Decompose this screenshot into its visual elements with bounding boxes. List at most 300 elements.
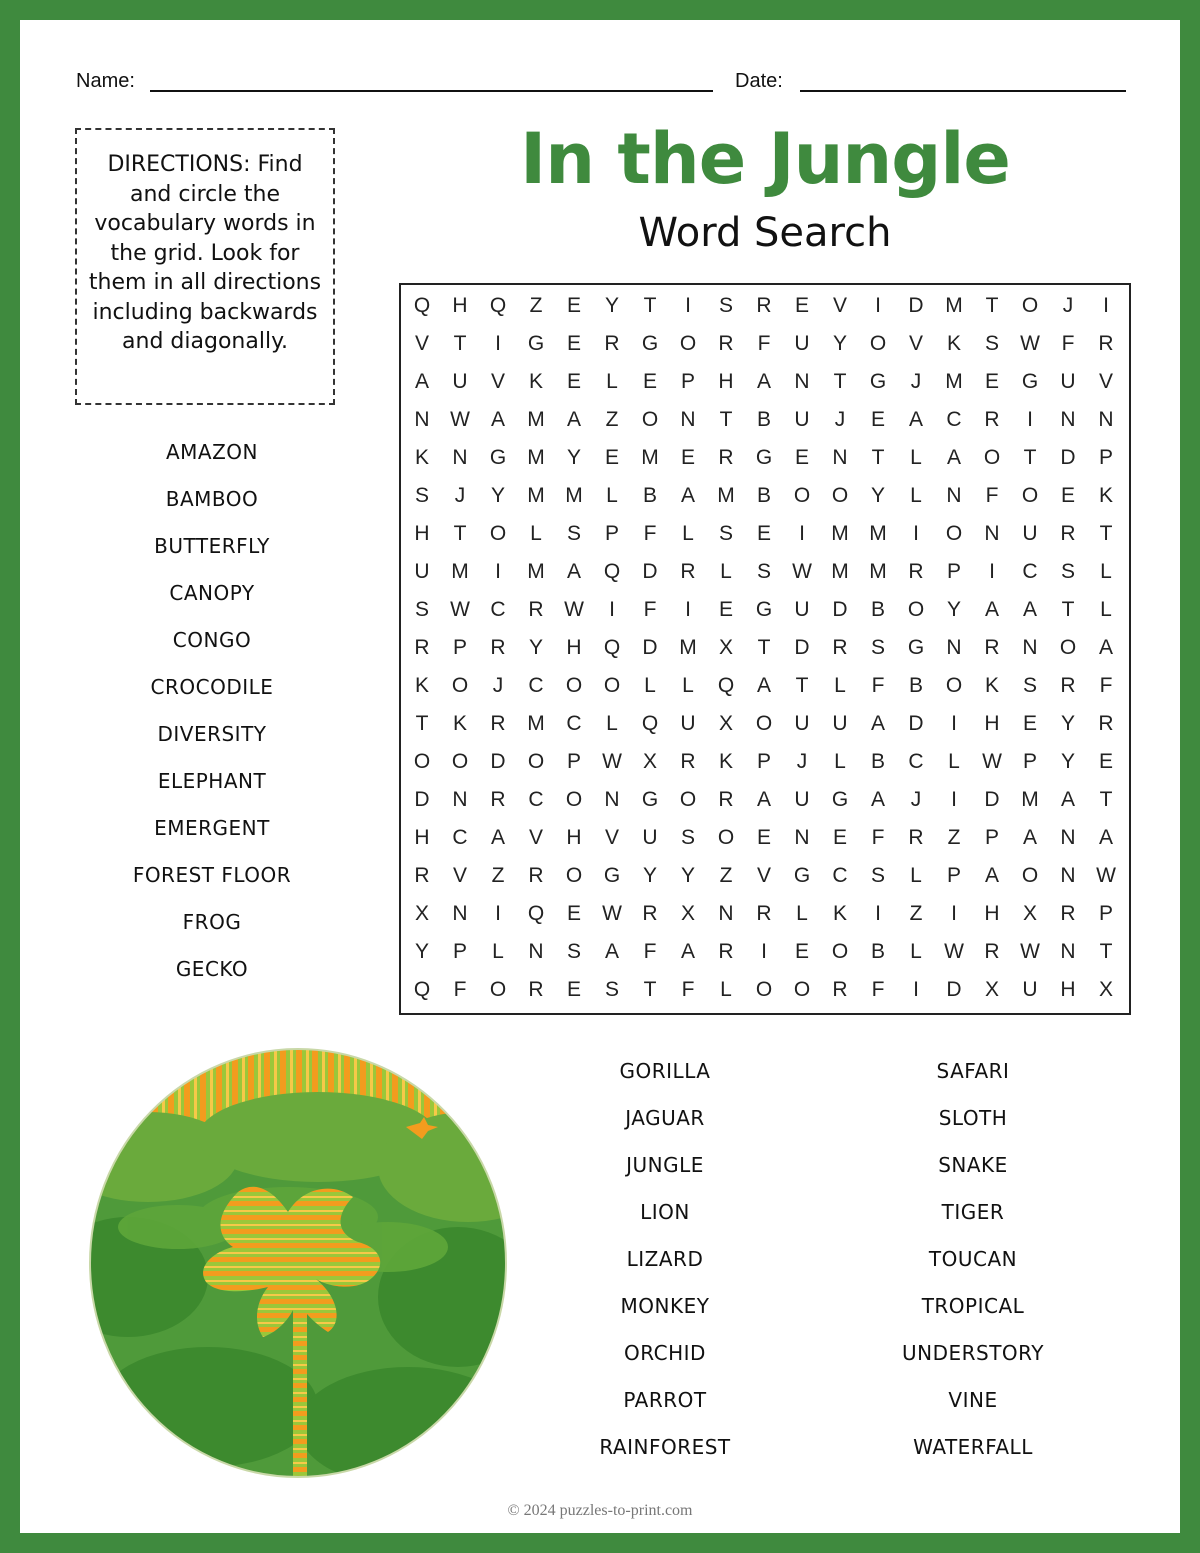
grid-letter[interactable]: R: [908, 560, 924, 583]
grid-letter[interactable]: I: [761, 940, 767, 963]
grid-letter[interactable]: B: [642, 484, 657, 507]
grid-letter[interactable]: W: [982, 750, 1002, 773]
grid-letter[interactable]: O: [1059, 636, 1077, 659]
grid-letter[interactable]: E: [756, 522, 771, 545]
grid-letter[interactable]: E: [566, 902, 581, 925]
grid-letter[interactable]: R: [718, 332, 734, 355]
grid-letter[interactable]: V: [528, 826, 543, 849]
grid-letter[interactable]: E: [566, 294, 581, 317]
grid-letter[interactable]: P: [452, 636, 467, 659]
grid-letter[interactable]: K: [414, 446, 429, 469]
grid-letter[interactable]: O: [793, 484, 811, 507]
grid-letter[interactable]: Y: [870, 484, 885, 507]
grid-letter[interactable]: N: [1060, 826, 1076, 849]
grid-letter[interactable]: M: [451, 560, 469, 583]
grid-letter[interactable]: C: [566, 712, 582, 735]
grid-letter[interactable]: H: [984, 712, 1000, 735]
grid-letter[interactable]: B: [870, 598, 885, 621]
grid-letter[interactable]: O: [565, 864, 583, 887]
grid-letter[interactable]: R: [832, 978, 848, 1001]
grid-letter[interactable]: B: [870, 940, 885, 963]
grid-letter[interactable]: E: [794, 940, 809, 963]
grid-letter[interactable]: V: [414, 332, 429, 355]
grid-letter[interactable]: U: [794, 332, 810, 355]
grid-letter[interactable]: P: [1098, 446, 1113, 469]
grid-letter[interactable]: R: [1098, 712, 1114, 735]
grid-letter[interactable]: H: [414, 826, 430, 849]
grid-letter[interactable]: V: [604, 826, 619, 849]
grid-letter[interactable]: X: [680, 902, 695, 925]
grid-letter[interactable]: D: [832, 598, 848, 621]
grid-letter[interactable]: U: [452, 370, 468, 393]
grid-letter[interactable]: R: [718, 446, 734, 469]
grid-letter[interactable]: E: [604, 446, 619, 469]
grid-letter[interactable]: Z: [491, 864, 505, 887]
grid-letter[interactable]: Y: [528, 636, 543, 659]
grid-letter[interactable]: O: [755, 978, 773, 1001]
grid-letter[interactable]: S: [870, 864, 885, 887]
grid-letter[interactable]: M: [527, 484, 545, 507]
grid-letter[interactable]: E: [718, 598, 733, 621]
grid-letter[interactable]: W: [1096, 864, 1116, 887]
grid-letter[interactable]: H: [414, 522, 430, 545]
grid-letter[interactable]: Y: [490, 484, 505, 507]
grid-letter[interactable]: F: [643, 522, 657, 545]
grid-letter[interactable]: S: [870, 636, 885, 659]
grid-letter[interactable]: E: [642, 370, 657, 393]
grid-letter[interactable]: L: [682, 522, 694, 545]
grid-letter[interactable]: N: [414, 408, 430, 431]
grid-letter[interactable]: K: [946, 332, 961, 355]
grid-letter[interactable]: K: [832, 902, 847, 925]
grid-letter[interactable]: O: [983, 446, 1001, 469]
grid-letter[interactable]: I: [1027, 408, 1033, 431]
grid-letter[interactable]: M: [679, 636, 697, 659]
grid-letter[interactable]: Y: [832, 332, 847, 355]
grid-letter[interactable]: O: [1021, 294, 1039, 317]
grid-letter[interactable]: C: [528, 788, 544, 811]
grid-letter[interactable]: S: [414, 598, 429, 621]
grid-letter[interactable]: R: [1098, 332, 1114, 355]
grid-letter[interactable]: G: [793, 864, 811, 887]
grid-letter[interactable]: N: [1098, 408, 1114, 431]
grid-letter[interactable]: E: [870, 408, 885, 431]
grid-letter[interactable]: Q: [641, 712, 659, 735]
grid-letter[interactable]: I: [951, 712, 957, 735]
grid-letter[interactable]: A: [1098, 636, 1113, 659]
grid-letter[interactable]: S: [984, 332, 999, 355]
grid-letter[interactable]: M: [641, 446, 659, 469]
grid-letter[interactable]: P: [756, 750, 771, 773]
grid-letter[interactable]: O: [907, 598, 925, 621]
grid-letter[interactable]: N: [984, 522, 1000, 545]
grid-letter[interactable]: L: [492, 940, 504, 963]
grid-letter[interactable]: M: [831, 522, 849, 545]
grid-letter[interactable]: R: [832, 636, 848, 659]
grid-letter[interactable]: T: [643, 978, 657, 1001]
grid-letter[interactable]: G: [489, 446, 507, 469]
grid-letter[interactable]: O: [1021, 484, 1039, 507]
grid-letter[interactable]: I: [685, 294, 691, 317]
grid-letter[interactable]: U: [414, 560, 430, 583]
grid-letter[interactable]: T: [719, 408, 733, 431]
grid-letter[interactable]: N: [452, 788, 468, 811]
grid-letter[interactable]: L: [948, 750, 960, 773]
grid-letter[interactable]: I: [913, 522, 919, 545]
grid-letter[interactable]: T: [453, 332, 467, 355]
grid-letter[interactable]: G: [755, 446, 773, 469]
grid-letter[interactable]: X: [1098, 978, 1113, 1001]
grid-letter[interactable]: U: [794, 598, 810, 621]
grid-letter[interactable]: Y: [604, 294, 619, 317]
grid-letter[interactable]: A: [756, 788, 771, 811]
grid-letter[interactable]: I: [495, 560, 501, 583]
grid-letter[interactable]: U: [680, 712, 696, 735]
grid-letter[interactable]: H: [718, 370, 734, 393]
grid-letter[interactable]: Q: [489, 294, 507, 317]
grid-letter[interactable]: V: [908, 332, 923, 355]
grid-letter[interactable]: N: [1060, 408, 1076, 431]
grid-letter[interactable]: N: [1022, 636, 1038, 659]
grid-letter[interactable]: W: [1020, 332, 1040, 355]
grid-letter[interactable]: G: [641, 788, 659, 811]
grid-letter[interactable]: N: [452, 446, 468, 469]
grid-letter[interactable]: R: [490, 712, 506, 735]
grid-letter[interactable]: O: [945, 522, 963, 545]
grid-letter[interactable]: X: [718, 636, 733, 659]
grid-letter[interactable]: X: [642, 750, 657, 773]
grid-letter[interactable]: C: [908, 750, 924, 773]
grid-letter[interactable]: M: [565, 484, 583, 507]
grid-letter[interactable]: T: [795, 674, 809, 697]
grid-letter[interactable]: R: [414, 636, 430, 659]
grid-letter[interactable]: I: [799, 522, 805, 545]
grid-letter[interactable]: L: [720, 560, 732, 583]
grid-letter[interactable]: I: [685, 598, 691, 621]
grid-letter[interactable]: Y: [946, 598, 961, 621]
grid-letter[interactable]: V: [832, 294, 847, 317]
grid-letter[interactable]: E: [566, 332, 581, 355]
grid-letter[interactable]: I: [875, 294, 881, 317]
grid-letter[interactable]: I: [1103, 294, 1109, 317]
grid-letter[interactable]: M: [831, 560, 849, 583]
grid-letter[interactable]: M: [869, 522, 887, 545]
grid-letter[interactable]: G: [1021, 370, 1039, 393]
grid-letter[interactable]: O: [945, 674, 963, 697]
grid-letter[interactable]: T: [1099, 940, 1113, 963]
grid-letter[interactable]: R: [984, 636, 1000, 659]
grid-letter[interactable]: O: [489, 978, 507, 1001]
grid-letter[interactable]: O: [679, 788, 697, 811]
grid-letter[interactable]: F: [985, 484, 999, 507]
grid-letter[interactable]: U: [832, 712, 848, 735]
grid-letter[interactable]: I: [875, 902, 881, 925]
grid-letter[interactable]: W: [944, 940, 964, 963]
grid-letter[interactable]: D: [984, 788, 1000, 811]
grid-letter[interactable]: J: [492, 674, 504, 697]
grid-letter[interactable]: M: [1021, 788, 1039, 811]
grid-letter[interactable]: T: [415, 712, 429, 735]
grid-letter[interactable]: X: [984, 978, 999, 1001]
grid-letter[interactable]: A: [756, 674, 771, 697]
grid-letter[interactable]: Z: [529, 294, 543, 317]
grid-letter[interactable]: A: [680, 484, 695, 507]
grid-letter[interactable]: L: [910, 864, 922, 887]
grid-letter[interactable]: Q: [717, 674, 735, 697]
grid-letter[interactable]: J: [1062, 294, 1074, 317]
grid-letter[interactable]: G: [603, 864, 621, 887]
grid-letter[interactable]: C: [528, 674, 544, 697]
grid-letter[interactable]: M: [527, 712, 545, 735]
grid-letter[interactable]: N: [718, 902, 734, 925]
grid-letter[interactable]: N: [946, 636, 962, 659]
grid-letter[interactable]: R: [490, 636, 506, 659]
grid-letter[interactable]: A: [1022, 598, 1037, 621]
grid-letter[interactable]: U: [794, 712, 810, 735]
grid-letter[interactable]: D: [1060, 446, 1076, 469]
grid-letter[interactable]: F: [1099, 674, 1113, 697]
grid-letter[interactable]: R: [1060, 522, 1076, 545]
grid-letter[interactable]: X: [718, 712, 733, 735]
grid-letter[interactable]: S: [604, 978, 619, 1001]
grid-letter[interactable]: D: [490, 750, 506, 773]
grid-letter[interactable]: A: [490, 408, 505, 431]
grid-letter[interactable]: P: [946, 864, 961, 887]
grid-letter[interactable]: M: [527, 408, 545, 431]
grid-letter[interactable]: B: [870, 750, 885, 773]
grid-letter[interactable]: S: [718, 522, 733, 545]
grid-letter[interactable]: I: [951, 902, 957, 925]
grid-letter[interactable]: W: [602, 750, 622, 773]
grid-letter[interactable]: A: [870, 712, 885, 735]
grid-letter[interactable]: E: [794, 446, 809, 469]
grid-letter[interactable]: E: [1060, 484, 1075, 507]
grid-letter[interactable]: V: [452, 864, 467, 887]
grid-letter[interactable]: V: [756, 864, 771, 887]
grid-letter[interactable]: W: [1020, 940, 1040, 963]
grid-letter[interactable]: O: [451, 750, 469, 773]
grid-letter[interactable]: K: [528, 370, 543, 393]
grid-letter[interactable]: K: [414, 674, 429, 697]
grid-letter[interactable]: G: [831, 788, 849, 811]
grid-letter[interactable]: C: [946, 408, 962, 431]
grid-letter[interactable]: Q: [603, 560, 621, 583]
grid-letter[interactable]: E: [1098, 750, 1113, 773]
grid-letter[interactable]: U: [1022, 978, 1038, 1001]
grid-letter[interactable]: N: [946, 484, 962, 507]
grid-letter[interactable]: F: [871, 826, 885, 849]
grid-letter[interactable]: J: [796, 750, 808, 773]
grid-letter[interactable]: U: [642, 826, 658, 849]
grid-letter[interactable]: R: [908, 826, 924, 849]
grid-letter[interactable]: P: [1022, 750, 1037, 773]
grid-letter[interactable]: P: [680, 370, 695, 393]
grid-letter[interactable]: F: [871, 674, 885, 697]
grid-letter[interactable]: N: [794, 370, 810, 393]
grid-letter[interactable]: A: [680, 940, 695, 963]
grid-letter[interactable]: A: [756, 370, 771, 393]
date-line[interactable]: [800, 90, 1126, 92]
grid-letter[interactable]: D: [794, 636, 810, 659]
grid-letter[interactable]: S: [680, 826, 695, 849]
grid-letter[interactable]: W: [450, 408, 470, 431]
grid-letter[interactable]: T: [1023, 446, 1037, 469]
grid-letter[interactable]: O: [489, 522, 507, 545]
grid-letter[interactable]: L: [834, 750, 846, 773]
grid-letter[interactable]: Q: [527, 902, 545, 925]
grid-letter[interactable]: S: [1060, 560, 1075, 583]
grid-letter[interactable]: W: [792, 560, 812, 583]
grid-letter[interactable]: R: [490, 788, 506, 811]
grid-letter[interactable]: P: [984, 826, 999, 849]
grid-letter[interactable]: Z: [605, 408, 619, 431]
grid-letter[interactable]: I: [609, 598, 615, 621]
grid-letter[interactable]: L: [606, 484, 618, 507]
grid-letter[interactable]: N: [452, 902, 468, 925]
grid-letter[interactable]: O: [793, 978, 811, 1001]
grid-letter[interactable]: T: [1061, 598, 1075, 621]
grid-letter[interactable]: F: [643, 940, 657, 963]
grid-letter[interactable]: L: [1100, 598, 1112, 621]
grid-letter[interactable]: F: [871, 978, 885, 1001]
grid-letter[interactable]: U: [1022, 522, 1038, 545]
grid-letter[interactable]: S: [718, 294, 733, 317]
grid-letter[interactable]: Z: [719, 864, 733, 887]
grid-letter[interactable]: Y: [566, 446, 581, 469]
grid-letter[interactable]: R: [680, 560, 696, 583]
grid-letter[interactable]: O: [413, 750, 431, 773]
grid-letter[interactable]: N: [832, 446, 848, 469]
grid-letter[interactable]: I: [913, 978, 919, 1001]
grid-letter[interactable]: A: [490, 826, 505, 849]
grid-letter[interactable]: J: [834, 408, 846, 431]
grid-letter[interactable]: N: [604, 788, 620, 811]
grid-letter[interactable]: D: [908, 294, 924, 317]
grid-letter[interactable]: Y: [680, 864, 695, 887]
grid-letter[interactable]: M: [527, 560, 545, 583]
grid-letter[interactable]: E: [794, 294, 809, 317]
grid-letter[interactable]: R: [528, 978, 544, 1001]
grid-letter[interactable]: Z: [909, 902, 923, 925]
grid-letter[interactable]: A: [604, 940, 619, 963]
grid-letter[interactable]: A: [1060, 788, 1075, 811]
grid-letter[interactable]: B: [756, 484, 771, 507]
grid-letter[interactable]: L: [910, 484, 922, 507]
grid-letter[interactable]: L: [910, 940, 922, 963]
grid-letter[interactable]: E: [566, 978, 581, 1001]
grid-letter[interactable]: O: [755, 712, 773, 735]
grid-letter[interactable]: D: [414, 788, 430, 811]
grid-letter[interactable]: M: [527, 446, 545, 469]
grid-letter[interactable]: R: [642, 902, 658, 925]
grid-letter[interactable]: L: [530, 522, 542, 545]
grid-letter[interactable]: L: [796, 902, 808, 925]
grid-letter[interactable]: Q: [413, 978, 431, 1001]
grid-letter[interactable]: B: [908, 674, 923, 697]
grid-letter[interactable]: G: [755, 598, 773, 621]
grid-letter[interactable]: T: [833, 370, 847, 393]
grid-letter[interactable]: F: [757, 332, 771, 355]
grid-letter[interactable]: Y: [414, 940, 429, 963]
grid-letter[interactable]: S: [756, 560, 771, 583]
grid-letter[interactable]: P: [946, 560, 961, 583]
grid-letter[interactable]: Q: [413, 294, 431, 317]
grid-letter[interactable]: R: [718, 788, 734, 811]
grid-letter[interactable]: N: [680, 408, 696, 431]
name-line[interactable]: [150, 90, 713, 92]
grid-letter[interactable]: O: [679, 332, 697, 355]
grid-letter[interactable]: Y: [1060, 712, 1075, 735]
grid-letter[interactable]: S: [566, 940, 581, 963]
grid-letter[interactable]: R: [680, 750, 696, 773]
grid-letter[interactable]: K: [452, 712, 467, 735]
grid-letter[interactable]: E: [680, 446, 695, 469]
grid-letter[interactable]: T: [643, 294, 657, 317]
grid-letter[interactable]: W: [564, 598, 584, 621]
grid-letter[interactable]: N: [794, 826, 810, 849]
grid-letter[interactable]: X: [1022, 902, 1037, 925]
grid-letter[interactable]: S: [566, 522, 581, 545]
grid-letter[interactable]: O: [641, 408, 659, 431]
grid-letter[interactable]: H: [452, 294, 468, 317]
grid-letter[interactable]: G: [527, 332, 545, 355]
grid-letter[interactable]: E: [984, 370, 999, 393]
grid-letter[interactable]: N: [1060, 940, 1076, 963]
grid-letter[interactable]: R: [604, 332, 620, 355]
grid-letter[interactable]: T: [985, 294, 999, 317]
grid-letter[interactable]: Y: [642, 864, 657, 887]
grid-letter[interactable]: P: [452, 940, 467, 963]
grid-letter[interactable]: G: [907, 636, 925, 659]
grid-letter[interactable]: G: [869, 370, 887, 393]
grid-letter[interactable]: S: [1022, 674, 1037, 697]
grid-letter[interactable]: R: [984, 408, 1000, 431]
grid-letter[interactable]: O: [869, 332, 887, 355]
grid-letter[interactable]: A: [908, 408, 923, 431]
grid-letter[interactable]: L: [682, 674, 694, 697]
grid-letter[interactable]: R: [1060, 902, 1076, 925]
grid-letter[interactable]: O: [717, 826, 735, 849]
grid-letter[interactable]: C: [490, 598, 506, 621]
grid-letter[interactable]: O: [603, 674, 621, 697]
grid-letter[interactable]: E: [832, 826, 847, 849]
grid-letter[interactable]: V: [490, 370, 505, 393]
grid-letter[interactable]: H: [984, 902, 1000, 925]
grid-letter[interactable]: A: [566, 408, 581, 431]
grid-letter[interactable]: X: [414, 902, 429, 925]
grid-letter[interactable]: R: [756, 902, 772, 925]
grid-letter[interactable]: Q: [603, 636, 621, 659]
grid-letter[interactable]: I: [495, 332, 501, 355]
grid-letter[interactable]: O: [565, 788, 583, 811]
grid-letter[interactable]: R: [756, 294, 772, 317]
grid-letter[interactable]: I: [495, 902, 501, 925]
grid-letter[interactable]: H: [566, 826, 582, 849]
grid-letter[interactable]: A: [566, 560, 581, 583]
grid-letter[interactable]: H: [1060, 978, 1076, 1001]
grid-letter[interactable]: U: [794, 408, 810, 431]
grid-letter[interactable]: S: [414, 484, 429, 507]
grid-letter[interactable]: J: [454, 484, 466, 507]
grid-letter[interactable]: E: [756, 826, 771, 849]
grid-letter[interactable]: I: [951, 788, 957, 811]
grid-letter[interactable]: I: [989, 560, 995, 583]
grid-letter[interactable]: A: [414, 370, 429, 393]
grid-letter[interactable]: L: [606, 712, 618, 735]
grid-letter[interactable]: F: [453, 978, 467, 1001]
grid-letter[interactable]: N: [528, 940, 544, 963]
grid-letter[interactable]: L: [644, 674, 656, 697]
